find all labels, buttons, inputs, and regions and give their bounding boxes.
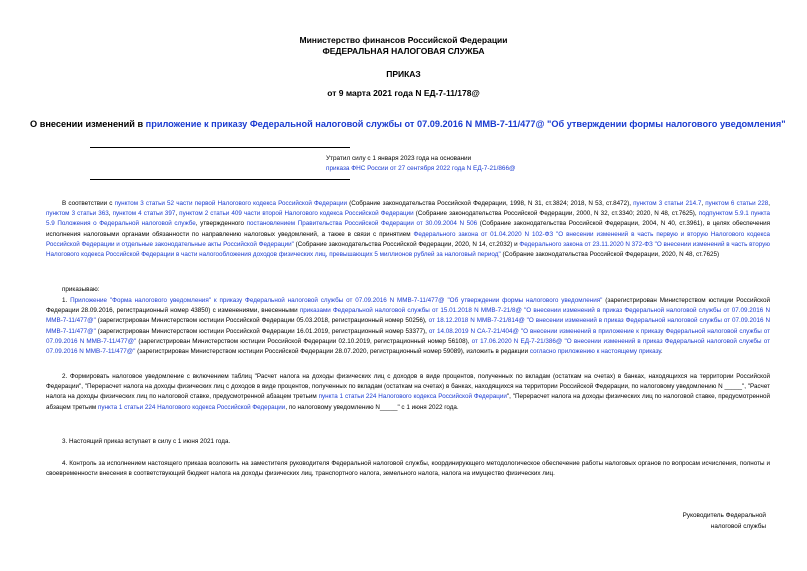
doc-type-heading: ПРИКАЗ [386, 69, 421, 79]
preamble-link[interactable]: подпунктом 5.9.1 пункта 5.9 Положения о Федеральной налоговой службе [46, 210, 770, 228]
item-1-paragraph: 1. Приложение "Форма налогового уведомления" к приказу Федеральной налоговой службы от 07.09.2016 N ММВ-7-11/477@ "Об утверждении формы налогового уведомления" (зарегистрирован Министерством юстиции Российской Федерации 28.09.2016, регистрационный номер 43850) с изменениями, внесенными приказами Федеральной налоговой службы от 15.01.2018 N ММВ-7-21/8@ "О внесении изменений в приказ Федеральной налоговой службы от 07.09.2016 N ММВ-7-11/477@" (зарегистрирован Министерством юстиции Российской Федерации 05.03.2018, регистрационный номер 50256), от 18.12.2018 N ММВ-7-21/814@ "О внесении изменений в приказ Федеральной налоговой службы от 07.09.2016 N ММВ-7-11/477@" (зарегистрирован Министерством юстиции Российской Федерации 16.01.2019, регистрационный номер 53377), от 14.08.2019 N СА-7-21/404@ "О внесении изменений в приложение к приказу Федеральной налоговой службы от 07.09.2016 N ММВ-7-11/477@" (зарегистрирован Министерством юстиции Российской Федерации 02.10.2019, регистрационный номер 56108), от 17.06.2020 N ЕД-7-21/386@ "О внесении изменений в приказ Федеральной налоговой службы от 07.09.2016 N ММВ-7-11/477@" (зарегистрирован Министерством юстиции Российской Федерации 28.07.2020, регистрационный номер 59089), изложить в редакции согласно приложению к настоящему приказу. [46, 297, 770, 356]
item-2-paragraph: 2. Формировать налоговое уведомление с включением таблиц "Расчет налога на доходы физических лиц с доходов в виде процентов, полученных по вкладам (остаткам на счетах) в банках, находящихся на территории Российской Федерации", "Перерасчет налога на доходы физических лиц с доходов в виде процентов, полученных по вкладам (остаткам на счетах) в банках, находящихся на территории Российской Федерации, по налоговому уведомлению N _____", "Расчет налога на доходы физических лиц по налоговой ставке, предусмотренной абзацем третьим пункта 1 статьи 224 Налогового кодекса Российской Федерации", "Перерасчет налога на доходы физических лиц по налоговой ставке, предусмотренной абзацем третьим пункта 1 статьи 224 Налогового кодекса Российской Федерации, по налоговому уведомлению N_____" с 1 июня 2022 года. [46, 373, 770, 411]
preamble-link[interactable]: пунктом 2 статьи 409 части второй Налогового кодекса Российской Федерации [179, 210, 414, 218]
date-number-heading: от 9 марта 2021 года N ЕД-7-11/178@ [327, 88, 480, 98]
item-1-link[interactable]: от 17.06.2020 N ЕД-7-21/386@ "О внесении изменений в приказ Федеральной налоговой службы от 07.09.2016 N ММВ-7-11/477@" [46, 337, 770, 356]
signature-line-2: налоговой службы [710, 523, 766, 530]
preamble-link[interactable]: пунктом 6 статьи 228 [705, 200, 769, 207]
divider-top [90, 147, 350, 148]
item-1-link[interactable]: Приложение "Форма налогового уведомления" к приказу Федеральной налоговой службы от 07.09.2016 N ММВ-7-11/477@ "Об утверждении формы налогового уведомления" [70, 297, 603, 304]
signature-block [640, 510, 766, 532]
item-2-link[interactable]: пункта 1 статьи 224 Налогового кодекса Российской Федерации [318, 393, 507, 401]
item-1-link[interactable]: согласно приложению к настоящему приказу [529, 348, 661, 356]
signature-line-1: Руководитель Федеральной [682, 512, 766, 519]
item-1-link[interactable]: от 14.08.2019 N СА-7-21/404@ "О внесении изменений в приложение к приказу Федеральной налоговой службы от 07.09.2016 N ММВ-7-11/477@" [46, 327, 770, 345]
repeal-note-link[interactable]: приказа ФНС России от 27 сентября 2022 года N ЕД-7-21/866@ [326, 165, 516, 172]
preamble-link[interactable]: пунктом 3 статьи 363 [46, 210, 109, 218]
preamble-link[interactable]: пунктом 3 статьи 214.7 [633, 200, 702, 207]
item-2-link[interactable]: пункта 1 статьи 224 Налогового кодекса Российской Федерации [97, 403, 286, 411]
item-1-link[interactable]: приказами Федеральной налоговой службы от 15.01.2018 N ММВ-7-21/8@ "О внесении изменений в приказ Федеральной налоговой службы от 07.09.2016 N ММВ-7-11/477@" [46, 307, 770, 325]
ministry-heading: Министерство финансов Российской Федерации [299, 35, 508, 45]
preamble-link[interactable]: Федерального закона от 01.04.2020 N 102-ФЗ "О внесении изменений в часть первую и вторую Налогового кодекса Российской Федерации и отдельные законодательные акты Российской Федерации" [46, 230, 770, 248]
preamble-link[interactable]: пунктом 4 статьи 397 [112, 210, 176, 218]
item-4-paragraph: 4. Контроль за исполнением настоящего приказа возложить на заместителя руководителя Федеральной налоговой службы, координирующего методологическое обеспечение работы налоговых органов по вопросам исчисления, полноты и своевременности внесения в соответствующий бюджет налога на доходы физических лиц, транспортного налога, земельного налога, налога на имущество физических лиц. [46, 460, 770, 478]
document-title: О внесении изменений в приложение к приказу Федеральной налоговой службы от 07.09.2016 N ММВ-7-11/477@ "Об утверждении формы налогового уведомления" [30, 119, 786, 129]
preamble-link[interactable]: Федерального закона от 23.11.2020 N 372-ФЗ "О внесении изменений в часть вторую Налогового кодекса Российской Федерации в части налогообложения доходов физических лиц, превышающих 5 миллионов рублей за налоговый период" [46, 240, 771, 259]
repeal-note-text: Утратил силу с 1 января 2023 года на основании [326, 155, 472, 162]
preamble-link[interactable]: постановлением Правительства Российской Федерации от 30.09.2004 N 506 [246, 220, 478, 228]
service-heading: ФЕДЕРАЛЬНАЯ НАЛОГОВАЯ СЛУЖБА [322, 46, 485, 56]
order-word: приказываю: [62, 286, 100, 293]
item-1-link[interactable]: от 18.12.2018 N ММВ-7-21/814@ "О внесении изменений в приказ Федеральной налоговой службы от 07.09.2016 N ММВ-7-11/477@" [46, 317, 770, 335]
preamble-paragraph: В соответствии с пунктом 3 статьи 52 части первой Налогового кодекса Российской Федерации (Собрание законодательства Российской Федерации, 1998, N 31, ст.3824; 2018, N 53, ст.8472), пунктом 3 статьи 214.7, пунктом 6 статьи 228, пунктом 3 статьи 363, пунктом 4 статьи 397, пунктом 2 статьи 409 части второй Налогового кодекса Российской Федерации (Собрание законодательства Российской Федерации, 2000, N 32, ст.3340; 2020, N 48, ст.7625), подпунктом 5.9.1 пункта 5.9 Положения о Федеральной налоговой службе, утвержденного постановлением Правительства Российской Федерации от 30.09.2004 N 506 (Собрание законодательства Российской Федерации, 2004, N 40, ст.3961), в целях обеспечения исполнения налоговыми органами обязанности по направлению налоговых уведомлений, а также в связи с принятием Федерального закона от 01.04.2020 N 102-ФЗ "О внесении изменений в часть первую и вторую Налогового кодекса Российской Федерации и отдельные законодательные акты Российской Федерации" (Собрание законодательства Российской Федерации, 2020, N 14, ст.2032) и Федерального закона от 23.11.2020 N 372-ФЗ "О внесении изменений в часть вторую Налогового кодекса Российской Федерации в части налогообложения доходов физических лиц, превышающих 5 миллионов рублей за налоговый период" (Собрание законодательства Российской Федерации, 2020, N 48, ст.7625) [46, 200, 771, 259]
divider-bottom [90, 179, 350, 180]
repeal-note [326, 154, 746, 174]
title-link[interactable]: приложение к приказу Федеральной налоговой службы от 07.09.2016 N ММВ-7-11/477@ "Об утверждении формы налогового уведомления" [145, 119, 786, 129]
preamble-link[interactable]: пунктом 3 статьи 52 части первой Налогового кодекса Российской Федерации [114, 200, 347, 207]
item-3-paragraph: 3. Настоящий приказ вступает в силу с 1 июня 2021 года. [62, 438, 231, 445]
